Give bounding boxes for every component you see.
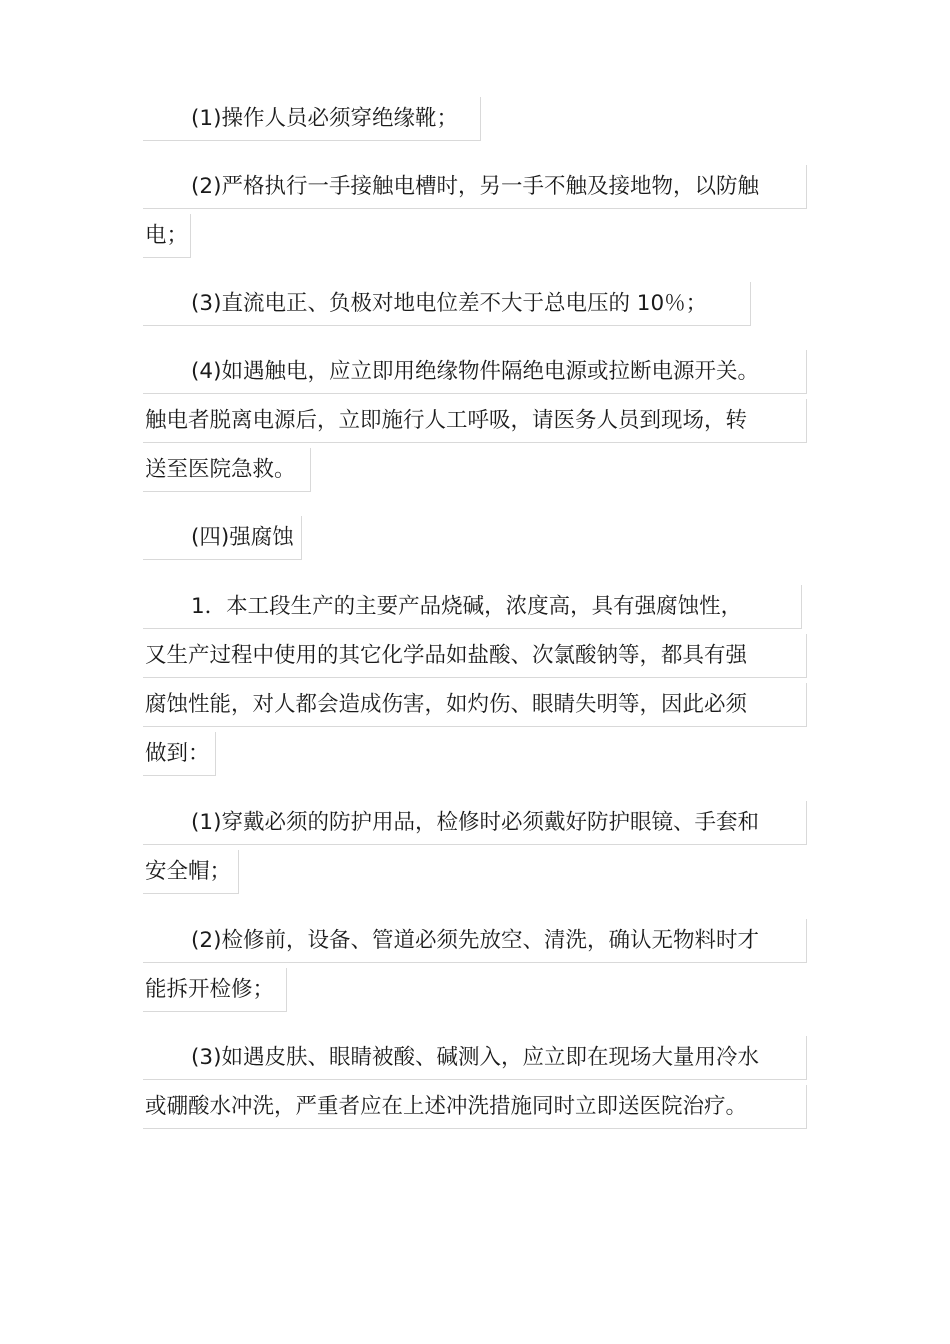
paragraph-line: 电； bbox=[143, 214, 191, 258]
paragraph-line: 能拆开检修； bbox=[143, 968, 287, 1012]
paragraph-line: 或硼酸水冲洗，严重者应在上述冲洗措施同时立即送医院治疗。 bbox=[143, 1085, 807, 1129]
section-heading: (四)强腐蚀 bbox=[143, 516, 302, 560]
paragraph-line: (1)穿戴必须的防护用品，检修时必须戴好防护眼镜、手套和 bbox=[143, 801, 807, 845]
paragraph-line: (4)如遇触电，应立即用绝缘物件隔绝电源或拉断电源开关。 bbox=[143, 350, 807, 394]
paragraph-line: (2)检修前，设备、管道必须先放空、清洗，确认无物料时才 bbox=[143, 919, 807, 963]
paragraph-line: (3)直流电正、负极对地电位差不大于总电压的 10％； bbox=[143, 282, 751, 326]
paragraph-line: (2)严格执行一手接触电槽时，另一手不触及接地物，以防触 bbox=[143, 165, 807, 209]
paragraph-line: (1)操作人员必须穿绝缘靴； bbox=[143, 97, 481, 141]
paragraph-line: 送至医院急救。 bbox=[143, 448, 311, 492]
paragraph-line: (3)如遇皮肤、眼睛被酸、碱测入，应立即在现场大量用冷水 bbox=[143, 1036, 807, 1080]
paragraph-line: 安全帽； bbox=[143, 850, 239, 894]
paragraph-line: 又生产过程中使用的其它化学品如盐酸、次氯酸钠等，都具有强 bbox=[143, 634, 807, 678]
paragraph-line: 1．本工段生产的主要产品烧碱，浓度高，具有强腐蚀性， bbox=[143, 585, 802, 629]
paragraph-line: 腐蚀性能，对人都会造成伤害，如灼伤、眼睛失明等，因此必须 bbox=[143, 683, 807, 727]
paragraph-line: 触电者脱离电源后，立即施行人工呼吸，请医务人员到现场，转 bbox=[143, 399, 807, 443]
paragraph-line: 做到： bbox=[143, 732, 216, 776]
